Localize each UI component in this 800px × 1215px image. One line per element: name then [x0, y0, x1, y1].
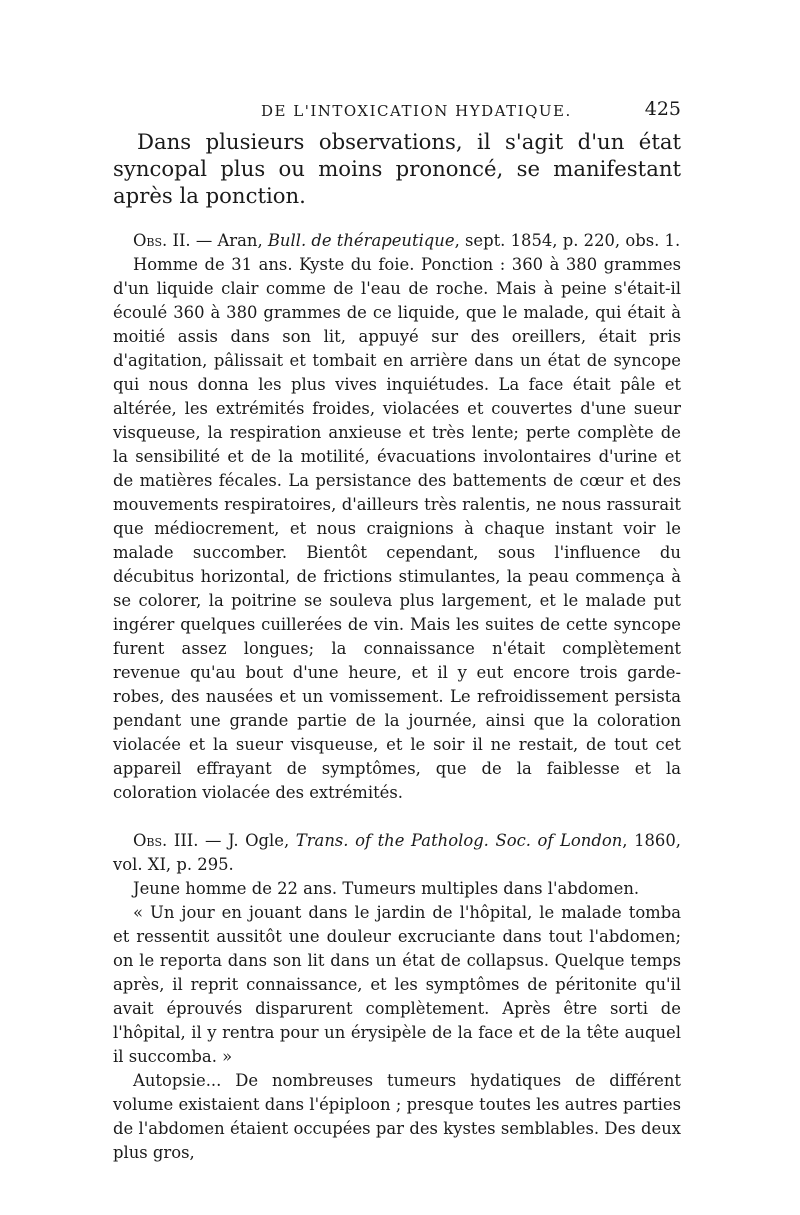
obs3-citation — [113, 829, 681, 877]
book-page — [113, 98, 681, 1165]
obs3-journal: Trans. of the Patholog. Soc. of London — [295, 831, 623, 850]
obs3-quote: « Un jour en jouant dans le jardin de l'hôpital, le malade tomba et ressentit aussitôt une douleur excruciante dans tout l'abdomen; on le reporta dans son lit dans un état de collapsus. Quelque temps après, il reprit connaissance, et les symptômes de péritonite qu'il avait éprouvés disparurent complètement. Après être sorti de l'hôpital, il y rentra pour un érysipèle de la face et de la tête auquel il succomba. » — [113, 903, 681, 1066]
obs3-author: — J. Ogle, — [198, 831, 296, 850]
obs3-autopsy: Autopsie... De nombreuses tumeurs hydatiques de différent volume existaient dans l'épiploon ; presque toutes les autres parties de l'abdomen étaient occupées par des kystes semblables. Des deux plus gros, — [113, 1071, 681, 1162]
observation-2 — [113, 229, 681, 805]
intro-paragraph: Dans plusieurs observations, il s'agit d'un état syncopal plus ou moins prononcé, se manifestant après la ponction. — [113, 129, 681, 208]
page-number: 425 — [644, 98, 681, 120]
running-head — [113, 98, 681, 128]
obs2-reference: , sept. 1854, p. 220, obs. 1. — [454, 231, 681, 250]
running-title: DE L'INTOXICATION HYDATIQUE. — [261, 102, 572, 120]
obs2-citation — [113, 229, 681, 253]
observation-3 — [113, 829, 681, 1165]
obs2-label: Obs. II. — [133, 231, 191, 250]
obs2-author: — Aran, — [190, 231, 268, 250]
obs3-reference: , 1860, vol. XI, p. 295. — [113, 831, 681, 874]
obs3-patient-line: Jeune homme de 22 ans. Tumeurs multiples dans l'abdomen. — [133, 879, 640, 898]
intro-section — [113, 128, 681, 209]
obs3-label: Obs. III. — [133, 831, 199, 850]
obs2-body: Homme de 31 ans. Kyste du foie. Ponction : 360 à 380 grammes d'un liquide clair comme de l'eau de roche. Mais à peine s'était-il écoulé 360 à 380 grammes de ce liquide, que le malade, qui était à moitié assis dans son lit, appuyé sur des oreillers, était pris d'agitation, pâlissait et tombait en arrière dans un état de syncope qui nous donna les plus vives inquiétudes. La face était pâle et altérée, les extrémités froides, violacées et couvertes d'une sueur visqueuse, la respiration anxieuse et très lente; perte complète de la sensibilité et de la motilité, évacuations involontaires d'urine et de matières fécales. La persistance des battements de cœur et des mouvements respiratoires, d'ailleurs très ralentis, ne nous rassurait que médiocrement, et nous craignions à chaque instant voir le malade succomber. Bientôt cependant, sous l'influence du décubitus horizontal, de frictions stimulantes, la peau commença à se colorer, la poitrine se souleva plus largement, et le malade put ingérer quelques cuillerées de vin. Mais les suites de cette syncope furent assez longues; la connaissance n'était complètement revenue qu'au bout d'une heure, et il y eut encore trois garde-robes, des nausées et un vomissement. Le refroidissement persista pendant une grande partie de la journée, ainsi que la coloration violacée et la sueur visqueuse, et le soir il ne restait, de tout cet appareil effrayant de symptômes, que de la faiblesse et la coloration violacée des extrémités. — [113, 255, 681, 802]
obs2-journal: Bull. de thérapeutique — [267, 231, 455, 250]
